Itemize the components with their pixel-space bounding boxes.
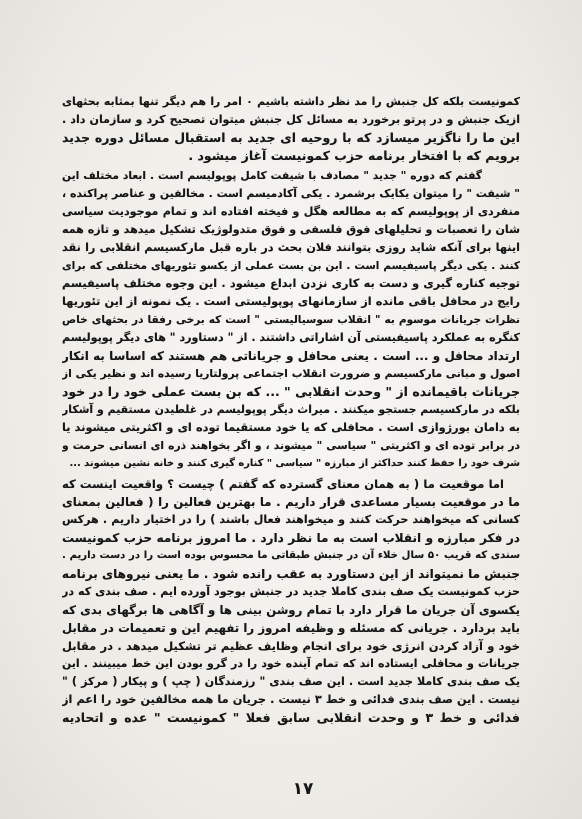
text-line: گفتم که دوره " جدید " مصادف با شیفت کامل پوپولیسم است . ابعاد مختلف این — [62, 169, 482, 182]
text-line: اما موقعیت ما ( به همان معنای گسترده که گفتم ) چیست ؟ واقعیت اینست که — [62, 477, 504, 491]
page-number: ۱۷ — [292, 779, 314, 799]
text-line: جریانات و محافلی ایستاده اند که تمام آینده خود را در گرو بودن این خط میبینند . این — [62, 657, 520, 670]
text-line: ازیک جنبش و در پرتو برخورد به مسائل کل جنبش میتوان تصحیح کرد و سازمان داد . — [62, 113, 520, 126]
text-line: منفردی از پوپولیسم که به مطالعه هگل و فیخته افتاده اند و تمام موجودیت سیاسی — [62, 205, 520, 218]
text-line: شان را تعصبات و تحلیلهای فوق فلسفی و فوق متدولوژیک تشکیل میدهد و تازه همه — [62, 223, 520, 236]
text-line: رایج در محافل باقی مانده از سازمانهای پوپولیستی است . یک نمونه از این تئوریها — [62, 295, 520, 308]
text-line: در برابر توده ای و اکثریتی " سیاسی " میشوند ، و اگر بخواهند ذره ای انسانی حرمت و — [62, 439, 520, 452]
text-line: اینها برای آنکه شاید روزی بتوانند فلان بحث در باره قبل مارکسیسم انقلابی را نقد — [62, 241, 520, 254]
text-line: نیست . این صف بندی فدائی و خط ۳ نیست . جریان ما همه مخالفین خود را اعم از — [62, 693, 520, 706]
text-line: جریانات باقیمانده از " وحدت انقلابی " ... که بن بست عملی خود را در خود — [62, 384, 520, 399]
text-line: این ما را ناگزیر میسازد که با روحیه ای جدید به استقبال مسائل دوره جدید — [62, 130, 520, 145]
text-line: کسانی که میخواهند حرکت کنند و میخواهند فعال باشند ) را در اختیار داریم . هرکس — [62, 513, 520, 526]
text-line: به دامان بورژوازی است . محافلی که یا خود مستقیما توده ای و اکثریتی میشوند یا — [62, 421, 520, 434]
body-text — [62, 93, 520, 727]
text-line: کمونیست بلکه کل جنبش را مد نظر داشته باشیم ۰ امر را هم دیگر تنها بمثابه بحثهای — [62, 95, 520, 108]
text-line: " شیفت " را میتوان یکایک برشمرد . یکی آکادمیسم است . مخالفین و عناصر پراکنده ، — [62, 187, 520, 200]
text-line: یکسوی آن جریان ما قرار دارد با تمام روشن بینی ها و آگاهی ها برگهای بدی که — [62, 603, 520, 617]
text-line: شرف خود را حفظ کنند حداکثر از مبارزه " سیاسی " کناره گیری کنند و خانه نشین میشوند ... — [69, 458, 520, 469]
text-line: خود و آزاد کردن انرژی خود برای انجام وظایف عظیم تر تشکیل میدهد . در مقابل — [62, 639, 520, 653]
text-line: حزب کمونیست یک صف بندی کاملا جدید در جنبش بوجود آورده ایم . صف بندی که در — [62, 585, 520, 598]
text-line: کنگره به عملکرد پاسیفیستی آن اشاراتی داشتند . از " دستاورد " های دیگر پوپولیسم — [62, 331, 520, 344]
text-line: نظرات جریانات موسوم به " انقلاب سوسیالیستی " است که برخی رفقا در بحثهای خاص — [62, 314, 520, 326]
text-line: باید بردارد . جریانی که مسئله و وظیفه امروز را تفهیم این و تعمیمات در مقابل — [62, 621, 520, 635]
text-line: جنبش ما نمیتواند از این دستاورد به عقب رانده شود . ما یعنی نیروهای برنامه — [62, 567, 520, 581]
text-line: اصول و مبانی مارکسیسم و ضرورت انقلاب اجتماعی پرولتاریا رسیده اند و نظیر یکی از — [62, 367, 520, 380]
text-line: توجیه کناره گیری و دست به کاری نزدن ابداع میشود . این وجوه مختلف پاسیفیسم — [62, 277, 520, 290]
paragraph — [62, 475, 520, 727]
text-line: ارتداد محافل و ... است . یعنی محافل و جریاناتی هم هستند که اساسا به انکار — [62, 349, 520, 363]
paragraph — [62, 167, 520, 473]
text-line: بلکه در مارکسیسم جستجو میکنند . میراث دیگر پوپولیسم در غلطیدن مستقیم و آشکار — [62, 403, 520, 416]
text-line: یک صف بندی کاملا جدید است . این صف بندی " رزمندگان ( چپ ) و پیکار ( مرکز ) " — [62, 675, 520, 688]
text-line: ما در موقعیت بسیار مساعدی قرار داریم . ما بهترین فعالین را ( فعالین بمعنای — [62, 495, 520, 509]
text-line: فدائی و خط ۳ و وحدت انقلابی سابق فعلا " کمونیست " عده و اتحادیه — [62, 710, 520, 725]
text-line: کنند . یکی دیگر پاسیفیسم است . این بن بست عملی از یکسو تئوریهای مختلفی که برای — [62, 260, 520, 272]
text-line: برویم که با افتخار برنامه حزب کمونیست آغاز میشود . — [188, 148, 520, 163]
text-line: سندی که قریب ۵۰ سال خلاء آن در جنبش طبقاتی ما محسوس بوده است را در دست داریم . — [62, 550, 520, 561]
text-line: در فکر مبارزه و انقلاب است به ما نظر دارد . ما امروز برنامه حزب کمونیست — [62, 531, 520, 545]
paragraph — [62, 93, 520, 165]
